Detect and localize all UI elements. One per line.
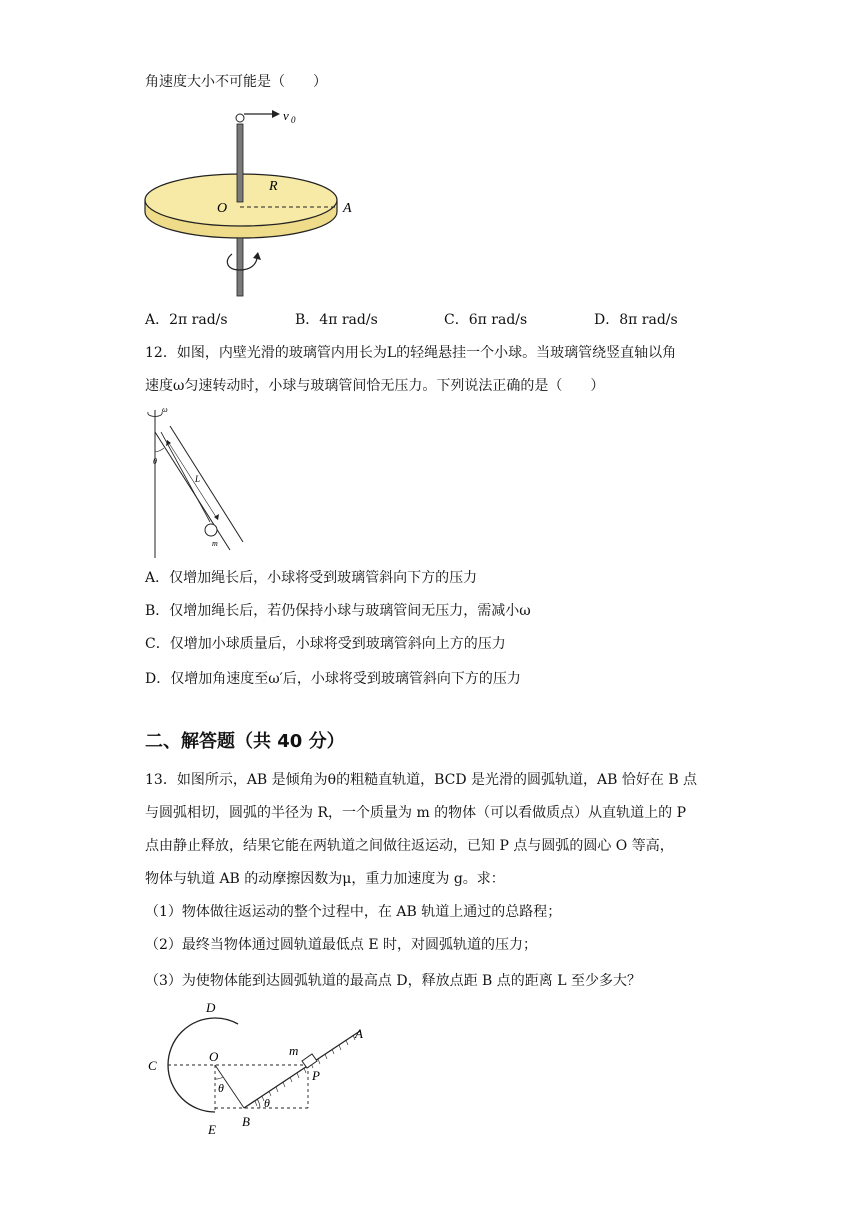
q13-sub-question-3: （3）为使物体能到达圆弧轨道的最高点 D，释放点距 B 点的距离 L 至少多大？: [145, 973, 641, 989]
q12-tube-figure: [140, 402, 250, 562]
q13-incline-hatching: [255, 1035, 355, 1106]
q12-theta-label: θ: [153, 457, 157, 466]
section-2-heading: 二、解答题（共 40 分）: [145, 731, 345, 752]
q11-radius-label: R: [269, 179, 278, 194]
q11-v0-label: v: [283, 108, 289, 123]
q11-option-d[interactable]: D．8π rad/s: [594, 312, 678, 328]
q13-point-d-label: D: [206, 1000, 216, 1015]
q12-length-label: L: [195, 474, 201, 484]
q12-mass-label: m: [212, 539, 218, 548]
q13-center-label: O: [209, 1049, 219, 1064]
q11-v0-subscript: 0: [291, 115, 296, 125]
q13-sub-question-2: （2）最终当物体通过圆轨道最低点 E 时，对圆弧轨道的压力；: [145, 937, 538, 953]
q13-track-figure: [140, 995, 380, 1145]
q13-line-1: 13．如图所示，AB 是倾角为θ的粗糙直轨道，BCD 是光滑的圆弧轨道，AB 恰好在 B 点: [145, 772, 698, 788]
q11-center-label: O: [217, 201, 228, 216]
q13-line-4: 物体与轨道 AB 的动摩擦因数为μ，重力加速度为 g。求：: [145, 871, 505, 887]
q13-theta-label-center: θ: [218, 1081, 224, 1095]
q13-point-c-label: C: [148, 1058, 157, 1073]
q13-point-b-label: B: [242, 1114, 250, 1129]
q13-point-a-label: A: [355, 1026, 363, 1041]
q11-stem-tail: 角速度大小不可能是（ ）: [145, 74, 327, 90]
q12-option-c[interactable]: C．仅增加小球质量后，小球将受到玻璃管斜向上方的压力: [145, 636, 506, 652]
q12-stem-line-2: 速度ω匀速转动时，小球与玻璃管间恰无压力。下列说法正确的是（ ）: [145, 378, 605, 394]
q13-sub-question-1: （1）物体做往返运动的整个过程中，在 AB 轨道上通过的总路程；: [145, 904, 562, 920]
q11-disc-figure: [140, 100, 380, 300]
q13-theta-label-incline: θ: [264, 1096, 270, 1110]
q11-point-a-label: A: [343, 201, 352, 216]
q12-option-d[interactable]: D．仅增加角速度至ω′后，小球将受到玻璃管斜向下方的压力: [145, 671, 521, 687]
q11-option-a[interactable]: A．2π rad/s: [145, 312, 228, 328]
q13-line-2: 与圆弧相切，圆弧的半径为 R，一个质量为 m 的物体（可以看做质点）从直轨道上的 P: [145, 805, 687, 821]
q13-point-p-label: P: [312, 1068, 320, 1083]
q11-option-b[interactable]: B．4π rad/s: [295, 312, 378, 328]
q12-omega-label: ω: [162, 405, 168, 414]
q12-option-a[interactable]: A．仅增加绳长后，小球将受到玻璃管斜向下方的压力: [145, 570, 478, 586]
q12-option-b[interactable]: B．仅增加绳长后，若仍保持小球与玻璃管间无压力，需减小ω: [145, 603, 531, 619]
q13-mass-label: m: [289, 1043, 299, 1058]
q13-point-e-label: E: [208, 1122, 216, 1137]
q13-line-3: 点由静止释放，结果它能在两轨道之间做往返运动，已知 P 点与圆弧的圆心 O 等高，: [145, 838, 674, 854]
q12-stem-line-1: 12．如图，内壁光滑的玻璃管内用长为L的轻绳悬挂一个小球。当玻璃管绕竖直轴以角: [145, 345, 677, 361]
q11-option-c[interactable]: C．6π rad/s: [444, 312, 528, 328]
